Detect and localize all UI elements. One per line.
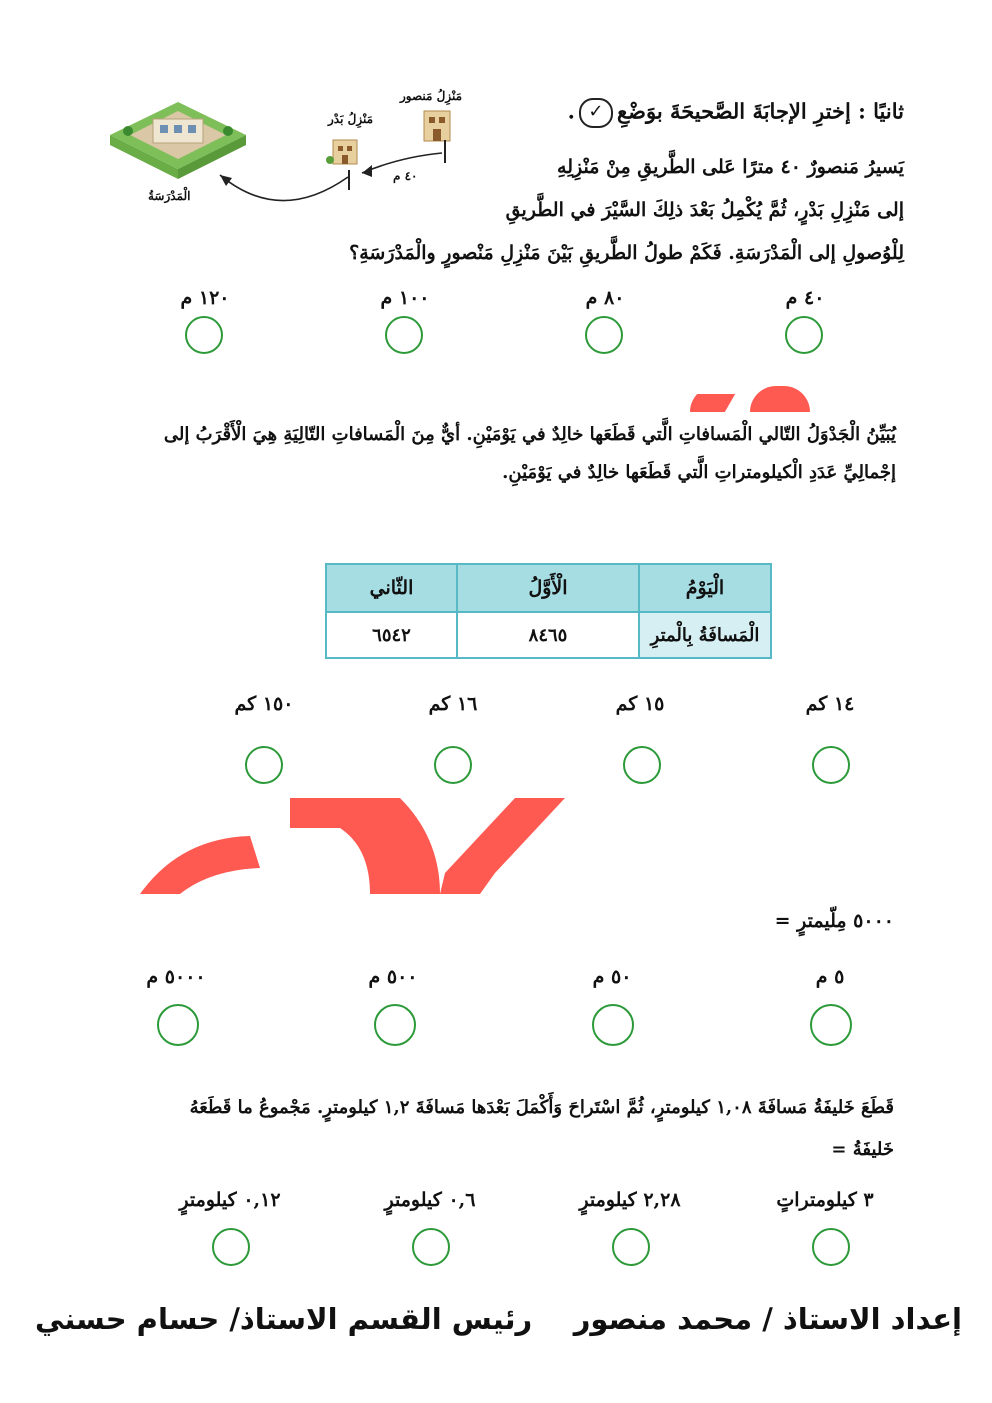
distance-label: ٤٠ م — [393, 169, 418, 183]
q3-option-circle[interactable] — [157, 1004, 199, 1046]
q2-option-label: ١٤ كم — [805, 693, 855, 715]
q2-option-label: ١٥ كم — [615, 693, 665, 715]
q4-option-label: ٠,١٢ كيلومترٍ — [179, 1189, 281, 1211]
q3-option-label: ٥٠ م — [592, 966, 632, 988]
school-label: الْمَدْرَسَةُ — [148, 189, 191, 203]
watermark-shape — [140, 798, 570, 894]
q3-option-circle[interactable] — [592, 1004, 634, 1046]
prepared-by: إعداد الاستاذ / محمد منصور — [573, 1302, 962, 1336]
q2-option-circle[interactable] — [812, 746, 850, 784]
q4-option-label: ٠,٦ كيلومترٍ — [384, 1189, 476, 1211]
table-row-label: الْمَسافَةُ بِالْمترِ — [639, 612, 771, 658]
q1-line-2: إلى مَنْزِلِ بَدْرٍ، ثُمَّ يُكْمِلُ بَعْدَ ذلِكَ السَّيْرَ في الطَّريقِ — [505, 199, 904, 221]
q2-option-label: ١٦ كم — [428, 693, 478, 715]
check-mark-icon: ✓ — [579, 98, 613, 128]
table-header-cell: الْيَوْمُ — [639, 564, 771, 612]
q3-option-circle[interactable] — [810, 1004, 852, 1046]
section-title-text: ثانيًا : إخترِ الإجابَةَ الصَّحيحَةَ بوَضْعِ — [616, 98, 904, 124]
q3-question: ٥٠٠٠ مِلّيمترٍ = — [774, 910, 894, 932]
q2-option-label: ١٥٠ كم — [234, 693, 294, 715]
table-cell: ٦٥٤٢ — [326, 612, 457, 658]
table-cell: ٨٤٦٥ — [457, 612, 639, 658]
q2-option-circle[interactable] — [434, 746, 472, 784]
department-head: رئيس القسم الاستاذ/ حسام حسني — [35, 1302, 533, 1336]
q1-option-circle[interactable] — [185, 316, 223, 354]
q4-option-circle[interactable] — [812, 1228, 850, 1266]
q2-option-circle[interactable] — [245, 746, 283, 784]
q1-line-3: لِلْوُصولِ إلى الْمَدْرَسَةِ. فَكَمْ طولُ الطَّريقِ بَيْنَ مَنْزِلِ مَنْصورٍ والْمَدْرَسَةِ؟ — [349, 242, 904, 264]
q1-option-label: ٨٠ م — [585, 287, 625, 309]
q2-option-circle[interactable] — [623, 746, 661, 784]
q1-option-circle[interactable] — [785, 316, 823, 354]
q3-option-label: ٥ م — [815, 966, 845, 988]
q1-option-circle[interactable] — [385, 316, 423, 354]
q4-line-1: قَطَعَ خَليفَةُ مَسافَةَ ١,٠٨ كيلومترٍ، ثُمَّ اسْتَراحَ وَأَكْمَلَ بَعْدَها مَسافَةَ ١,٢ كيلومترٍ. مَجْموعُ ما قَطَعَهُ — [189, 1097, 894, 1118]
distance-table — [325, 563, 772, 659]
q4-option-circle[interactable] — [412, 1228, 450, 1266]
table-header-cell: الْأَوَّلُ — [457, 564, 639, 612]
table-header-row — [326, 564, 771, 612]
route-diagram — [100, 85, 480, 210]
q4-option-circle[interactable] — [212, 1228, 250, 1266]
table-header-cell: الثّاني — [326, 564, 457, 612]
q4-line-2: خَليفَةُ = — [831, 1139, 894, 1160]
q1-option-label: ١٠٠ م — [380, 287, 430, 309]
route-arrows — [100, 85, 480, 210]
q1-line-1: يَسيرُ مَنصورٌ ٤٠ مترًا عَلى الطَّريقِ مِنْ مَنْزِلِهِ — [557, 156, 904, 178]
section-title: ثانيًا : إخترِ الإجابَةَ الصَّحيحَةَ بوَضْعِ✓. — [568, 98, 904, 128]
q1-option-circle[interactable] — [585, 316, 623, 354]
q4-option-circle[interactable] — [612, 1228, 650, 1266]
q4-option-label: ٢,٢٨ كيلومترٍ — [579, 1189, 681, 1211]
table-row — [326, 612, 771, 658]
watermark-shape — [690, 386, 820, 412]
q1-option-label: ٤٠ م — [785, 287, 825, 309]
mansour-house-label: مَنْزِلُ مَنصور — [400, 89, 463, 103]
q3-option-label: ٥٠٠٠ م — [146, 966, 206, 988]
q2-line-2: إجْمالِيِّ عَدَدِ الْكيلومتراتِ الَّتي قَطَعَها خالِدٌ في يَوْمَيْنِ. — [502, 462, 896, 483]
q3-option-label: ٥٠٠ م — [368, 966, 418, 988]
q3-option-circle[interactable] — [374, 1004, 416, 1046]
q2-line-1: يُبَيِّنُ الْجَدْوَلُ التّالي الْمَسافاتِ الَّتي قَطَعَها خالِدٌ في يَوْمَيْنِ. أيٌّ مِنَ الْمَسافاتِ التّالِيَةِ هِيَ الْأَقْرَبُ إلى — [163, 424, 896, 445]
badr-house-label: مَنْزِلُ بَدْر — [328, 112, 373, 126]
q4-option-label: ٣ كيلومتراتٍ — [776, 1189, 874, 1211]
q1-option-label: ١٢٠ م — [180, 287, 230, 309]
